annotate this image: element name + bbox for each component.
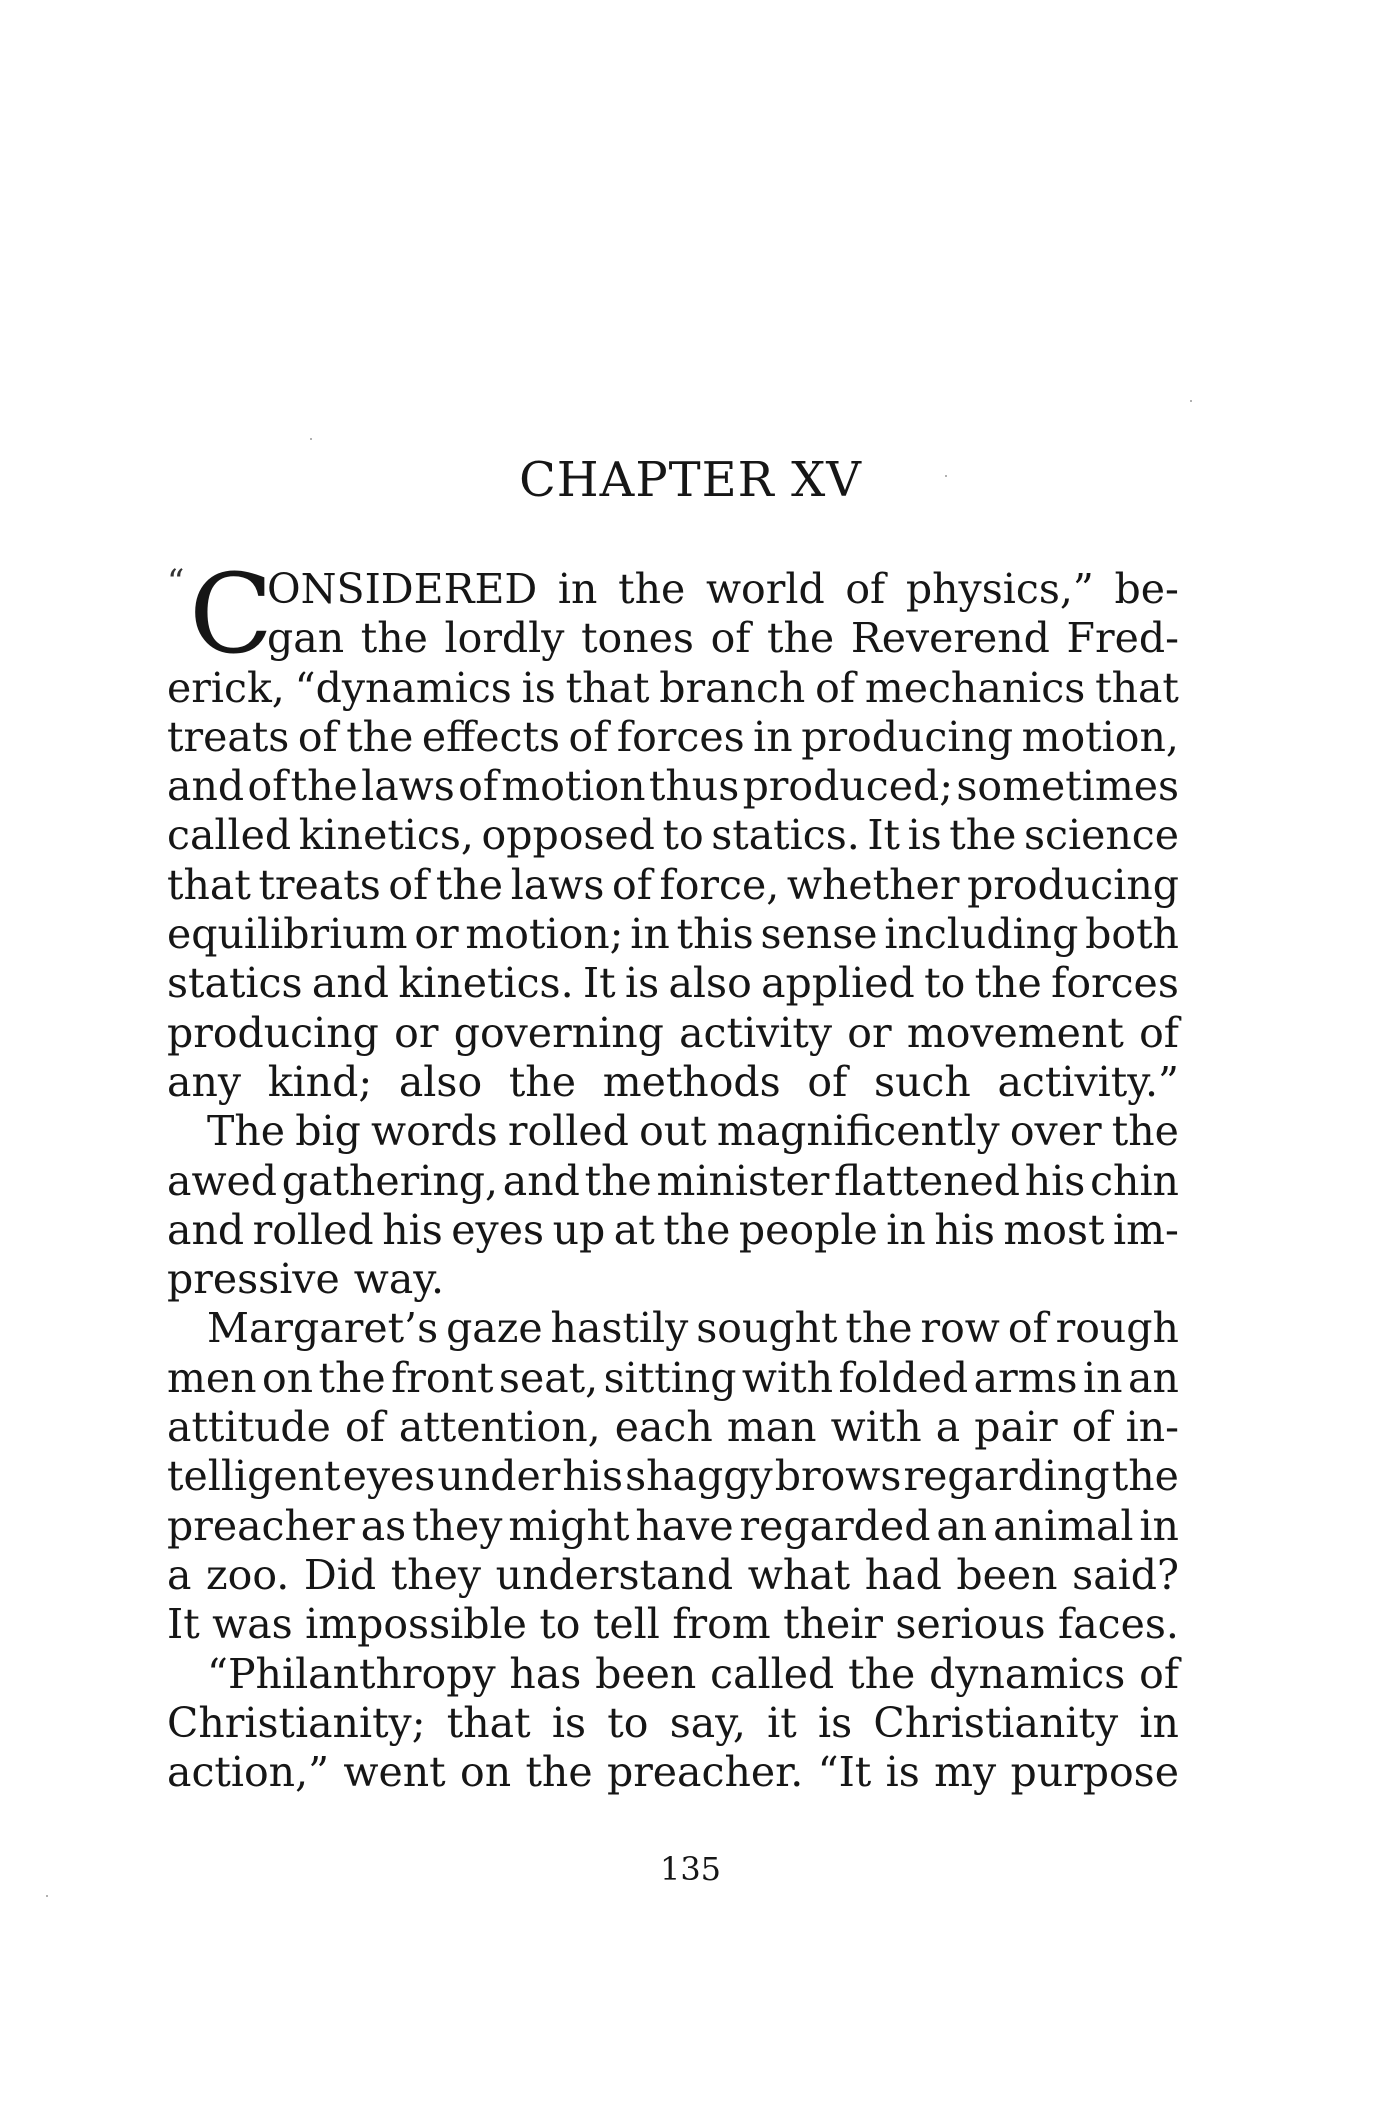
paper-speck <box>310 438 312 440</box>
word: kinetics, <box>298 811 474 860</box>
page-number: 135 <box>659 1850 722 1888</box>
word: an <box>936 1501 988 1550</box>
word: Fred- <box>1066 614 1179 663</box>
word: of <box>845 565 886 613</box>
word: sitting <box>603 1353 737 1402</box>
word: the <box>1111 1452 1179 1501</box>
word: It <box>582 959 616 1008</box>
word: mechanics <box>864 663 1086 712</box>
word: impossible <box>305 1600 527 1649</box>
word: from <box>672 1600 771 1649</box>
word: rolled <box>507 1107 629 1156</box>
word: motion, <box>1021 712 1179 761</box>
word: that <box>167 860 251 909</box>
word: treats <box>167 712 290 761</box>
text-line <box>167 1748 1179 1797</box>
text-line <box>167 1452 1179 1501</box>
word: activity <box>679 1008 833 1057</box>
word: producing <box>967 860 1179 909</box>
word: attitude <box>167 1403 331 1452</box>
word: rolled <box>252 1205 374 1254</box>
text-line <box>167 1009 1179 1058</box>
text-line <box>167 959 1179 1008</box>
word: producing <box>801 712 1014 761</box>
word: in <box>1139 1698 1179 1747</box>
word: what <box>747 1550 851 1599</box>
word: an <box>1128 1353 1179 1402</box>
word: has <box>509 1649 582 1698</box>
word: each <box>614 1403 713 1452</box>
word: his <box>934 1205 995 1254</box>
body-text <box>167 550 1179 1797</box>
text-line <box>167 1206 1179 1255</box>
word: regarded <box>739 1501 931 1550</box>
word: and <box>502 1156 580 1205</box>
word: action,” <box>167 1748 330 1797</box>
text-line <box>167 1650 1179 1699</box>
word: It <box>867 811 901 860</box>
word: produced; <box>742 762 954 811</box>
word: the <box>360 614 428 663</box>
word: called <box>710 1649 835 1698</box>
word: laws <box>510 860 605 909</box>
word: of <box>458 762 498 811</box>
word: is <box>551 1698 587 1747</box>
word: with <box>741 1353 834 1402</box>
word: the <box>618 565 686 613</box>
word: motion; <box>465 910 624 959</box>
word: row <box>920 1304 1000 1353</box>
word: It <box>167 1600 200 1649</box>
word: folded <box>838 1353 969 1402</box>
text-line <box>167 713 1179 762</box>
word: kind; <box>267 1057 373 1106</box>
word: way. <box>353 1255 445 1304</box>
word: equilibrium <box>167 910 408 959</box>
word: force, <box>659 860 780 909</box>
paper-speck <box>1190 400 1192 402</box>
word: under <box>437 1452 561 1501</box>
word: minister <box>656 1156 830 1205</box>
word: the <box>318 1353 386 1402</box>
word: whether <box>786 860 960 909</box>
text-line <box>167 1304 1179 1353</box>
word: statics. <box>711 811 860 860</box>
word: as <box>360 1501 407 1550</box>
word: including <box>884 910 1079 959</box>
word: his <box>1024 1156 1086 1205</box>
text-line <box>167 762 1179 811</box>
word: to <box>607 1698 649 1747</box>
word: big <box>295 1107 361 1156</box>
word: the <box>346 712 414 761</box>
word: preacher. <box>606 1748 804 1797</box>
word: of <box>815 663 855 712</box>
word: front <box>391 1353 494 1402</box>
word: might <box>508 1501 630 1550</box>
word: that <box>1095 663 1179 712</box>
word: laws <box>361 762 455 811</box>
word: the <box>848 1649 916 1698</box>
word: regarding <box>903 1452 1110 1501</box>
word: is <box>624 959 660 1008</box>
word: methods <box>602 1057 781 1106</box>
word: statics <box>167 959 303 1008</box>
word: Did <box>303 1550 377 1599</box>
word: erick, <box>167 663 285 712</box>
word: chin <box>1090 1156 1179 1205</box>
word: science <box>1023 811 1179 860</box>
word: attention, <box>398 1403 601 1452</box>
word: said? <box>1072 1550 1179 1599</box>
word: lordly <box>444 614 565 663</box>
word: the <box>435 860 504 909</box>
word: in <box>1083 1353 1123 1402</box>
word: a <box>935 1403 961 1452</box>
word: gan <box>267 614 345 663</box>
word: “It <box>817 1748 872 1797</box>
drop-cap-open-quote: “ <box>167 562 185 602</box>
word: or <box>414 910 459 959</box>
word: is <box>907 811 942 860</box>
word: over <box>1009 1107 1102 1156</box>
text-line <box>167 1157 1179 1206</box>
word: of <box>1071 1403 1112 1452</box>
word: in <box>753 712 793 761</box>
word: on <box>460 1748 512 1797</box>
word: and <box>167 762 245 811</box>
word: pressive <box>167 1255 340 1304</box>
word: dynamics <box>929 1649 1126 1698</box>
word: “dynamics <box>294 663 512 712</box>
word: man <box>726 1403 817 1452</box>
word: treats <box>258 860 381 909</box>
word: rough <box>1055 1304 1179 1353</box>
word: im- <box>1113 1205 1179 1254</box>
word: and <box>311 959 390 1008</box>
word: pair <box>974 1403 1058 1452</box>
word: producing <box>167 1008 379 1057</box>
word: in <box>557 565 598 613</box>
word: eyes <box>451 1205 545 1254</box>
word: Reverend <box>850 614 1050 663</box>
word: up <box>552 1205 606 1254</box>
word: of <box>388 860 429 909</box>
word: that <box>565 663 650 712</box>
word: gaze <box>446 1304 543 1353</box>
word: effects <box>421 712 561 761</box>
word: arms <box>973 1353 1078 1402</box>
word: of <box>807 1057 848 1106</box>
word: tones <box>581 614 694 663</box>
word: went <box>343 1748 446 1797</box>
word: on <box>262 1353 314 1402</box>
word: out <box>639 1107 707 1156</box>
word: hastily <box>550 1304 689 1353</box>
word: my <box>934 1748 997 1797</box>
word: activity.” <box>997 1057 1179 1106</box>
word: sought <box>696 1304 838 1353</box>
word: his <box>382 1205 443 1254</box>
word: branch <box>659 663 806 712</box>
word: of <box>710 614 751 663</box>
drop-cap-letter: C <box>189 550 274 678</box>
text-line <box>167 1403 1179 1452</box>
word: most <box>1003 1205 1105 1254</box>
word: of <box>344 1403 385 1452</box>
word: movement <box>906 1008 1124 1057</box>
word: thus <box>648 762 740 811</box>
word: purpose <box>1010 1748 1179 1797</box>
word: understand <box>495 1550 734 1599</box>
word: also <box>668 959 752 1008</box>
word: opposed <box>481 811 655 860</box>
word: motion <box>501 762 646 811</box>
word: brows <box>774 1452 902 1501</box>
word: flattened <box>834 1156 1021 1205</box>
text-line <box>167 910 1179 959</box>
word: forces <box>1051 959 1179 1008</box>
word: applied <box>761 959 915 1008</box>
word: such <box>873 1057 971 1106</box>
text-line <box>167 1502 1179 1551</box>
word: been <box>956 1550 1058 1599</box>
word: this <box>676 910 754 959</box>
word: tell <box>592 1600 660 1649</box>
word: forces <box>616 712 745 761</box>
text-line <box>167 1058 1179 1107</box>
word: the <box>290 762 358 811</box>
word: seat, <box>498 1353 599 1402</box>
word: shaggy <box>625 1452 773 1501</box>
word: they <box>390 1550 482 1599</box>
word: in- <box>1125 1403 1179 1452</box>
word: words <box>371 1107 498 1156</box>
word: and <box>167 1205 245 1254</box>
word: zoo. <box>206 1550 290 1599</box>
word: to <box>662 811 704 860</box>
word: of <box>297 712 338 761</box>
word: the <box>584 1156 652 1205</box>
word: preacher <box>167 1501 355 1550</box>
word: kinetics. <box>398 959 574 1008</box>
word: is <box>885 1748 920 1797</box>
word: serious <box>895 1600 1046 1649</box>
word: the <box>663 1205 731 1254</box>
word: is <box>818 1698 853 1747</box>
chapter-heading: CHAPTER XV <box>519 452 862 508</box>
word: the <box>508 1057 576 1106</box>
word: physics,” <box>905 565 1094 613</box>
text-line <box>167 861 1179 910</box>
word: gathering, <box>281 1156 499 1205</box>
word: the <box>845 1304 913 1353</box>
word: animal <box>993 1501 1134 1550</box>
word: of <box>612 860 652 909</box>
word: Christianity <box>873 1698 1119 1747</box>
drop-cap <box>167 550 274 678</box>
word: they <box>412 1501 503 1550</box>
word: telligent <box>167 1452 341 1501</box>
text-line <box>167 1551 1179 1600</box>
text-line <box>167 1255 1179 1304</box>
word: magnificently <box>716 1107 1000 1156</box>
word: it <box>767 1698 797 1747</box>
word: or <box>394 1008 439 1057</box>
text-line <box>167 1107 1179 1156</box>
word: also <box>398 1057 483 1106</box>
word: the <box>1111 1107 1179 1156</box>
word: Margaret’s <box>207 1304 439 1353</box>
word: or <box>847 1008 892 1057</box>
word: was <box>212 1600 293 1649</box>
word: of <box>1139 1649 1179 1698</box>
word: faces. <box>1058 1600 1179 1649</box>
word: to <box>539 1600 581 1649</box>
word: in <box>886 1205 926 1254</box>
word: the <box>525 1748 593 1797</box>
word: the <box>974 959 1042 1008</box>
text-line <box>167 1354 1179 1403</box>
word: of <box>1007 1304 1048 1353</box>
word: of <box>568 712 609 761</box>
text-line <box>167 562 1179 614</box>
word: in <box>630 910 670 959</box>
word: been <box>595 1649 697 1698</box>
word: be- <box>1114 565 1179 613</box>
word: at <box>613 1205 655 1254</box>
word: Christianity; <box>167 1698 426 1747</box>
word: both <box>1085 910 1179 959</box>
word: sometimes <box>956 762 1179 811</box>
word: the <box>949 811 1017 860</box>
word: men <box>167 1353 257 1402</box>
text-line <box>167 664 1179 713</box>
word: the <box>767 614 835 663</box>
word: had <box>864 1550 942 1599</box>
word: their <box>783 1600 883 1649</box>
word: any <box>167 1057 242 1106</box>
word: his <box>562 1452 623 1501</box>
word: to <box>924 959 966 1008</box>
text-line <box>167 614 1179 663</box>
word: sense <box>760 910 878 959</box>
word: with <box>830 1403 922 1452</box>
paper-speck <box>945 475 947 477</box>
word: that <box>446 1698 531 1747</box>
word: in <box>1139 1501 1179 1550</box>
paper-speck <box>46 1895 48 1897</box>
word: is <box>521 663 556 712</box>
word: called <box>167 811 292 860</box>
word: ONSIDERED <box>267 565 538 613</box>
word: of <box>1139 1008 1179 1057</box>
word: governing <box>453 1008 664 1057</box>
word: have <box>635 1501 734 1550</box>
text-line <box>167 1600 1179 1649</box>
word: people <box>738 1205 878 1254</box>
word: world <box>705 565 825 613</box>
word: say, <box>669 1698 746 1747</box>
word: a <box>167 1550 192 1599</box>
word: eyes <box>342 1452 436 1501</box>
word: “Philanthropy <box>207 1649 496 1698</box>
text-line <box>167 1699 1179 1748</box>
word: The <box>207 1107 286 1156</box>
text-line <box>167 811 1179 860</box>
word: awed <box>167 1156 278 1205</box>
word: of <box>247 762 288 811</box>
